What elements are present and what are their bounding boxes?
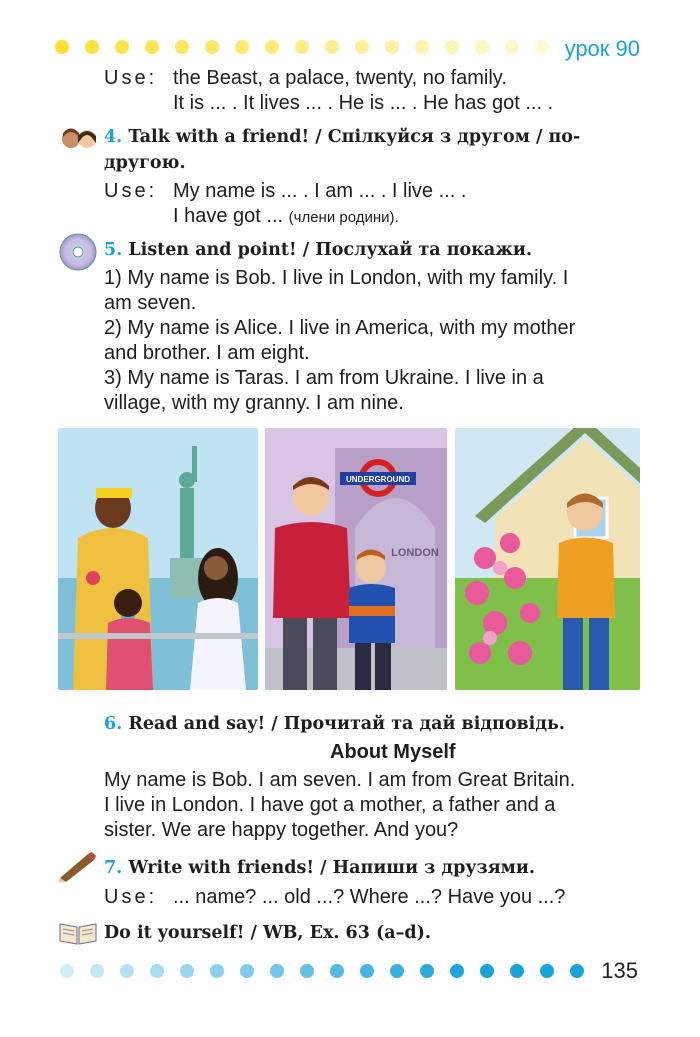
decorative-dot: [90, 964, 104, 978]
task-6-text: [104, 768, 664, 843]
underground-sign: UNDERGROUND: [346, 475, 410, 484]
task-5-text: [104, 266, 664, 416]
homework-text: Do it yourself! / WB, Ex. 63 (a–d).: [104, 923, 431, 943]
decorative-dot: [300, 964, 314, 978]
task-5-line: 3) My name is Taras. I am from Ukraine. I live in a: [104, 367, 544, 389]
decorative-dot: [55, 40, 69, 54]
decorative-dot: [145, 40, 159, 54]
decorative-dot: [150, 964, 164, 978]
task-4-use-line-1: My name is ... . I am ... . I live ... .: [173, 180, 467, 202]
decorative-dot: [390, 964, 404, 978]
decorative-dot: [175, 40, 189, 54]
task-6-line: sister. We are happy together. And you?: [104, 819, 459, 841]
decorative-dot: [210, 964, 224, 978]
use-line-1: the Beast, a palace, twenty, no family.: [173, 67, 507, 89]
task-6-title: 6. Read and say! / Прочитай та дай відповідь.: [104, 714, 565, 734]
decorative-dot: [445, 40, 459, 54]
decorative-dot: [450, 964, 464, 978]
decorative-dot: [325, 40, 339, 54]
page-number: 135: [601, 958, 638, 983]
decorative-dot: [240, 964, 254, 978]
lesson-number: урок 90: [564, 36, 640, 61]
decorative-dot: [510, 964, 524, 978]
workbook-icon: [58, 920, 98, 946]
task-7-use-text: ... name? ... old ...? Where ...? Have you ...?: [173, 886, 566, 908]
task-4-title-cont: другою.: [104, 153, 186, 173]
decorative-dot: [115, 40, 129, 54]
decorative-dot: [360, 964, 374, 978]
use-label: Use:: [104, 67, 158, 89]
text-heading: About Myself: [330, 741, 456, 763]
decorative-dot: [295, 40, 309, 54]
illustration-taras-ukraine: [455, 428, 640, 690]
decorative-dot: [270, 964, 284, 978]
london-sign: LONDON: [391, 547, 439, 559]
two-children-talking-icon: [60, 127, 100, 151]
decorative-dot: [235, 40, 249, 54]
decorative-dot: [475, 40, 489, 54]
decorative-dot: [120, 964, 134, 978]
decorative-dot: [415, 40, 429, 54]
task-4-title: 4. Talk with a friend! / Спілкуйся з другом / по-: [104, 127, 581, 147]
decorative-dot: [420, 964, 434, 978]
decorative-dot: [540, 964, 554, 978]
bottom-dots-decoration: [60, 964, 590, 980]
top-dots-decoration: [55, 40, 565, 56]
task-6-line: My name is Bob. I am seven. I am from Great Britain.: [104, 769, 576, 791]
task-5-line: and brother. I am eight.: [104, 342, 310, 364]
task-5-line: 1) My name is Bob. I live in London, with my family. I: [104, 267, 569, 289]
decorative-dot: [60, 964, 74, 978]
decorative-dot: [385, 40, 399, 54]
decorative-dot: [180, 964, 194, 978]
decorative-dot: [265, 40, 279, 54]
task-5-line: 2) My name is Alice. I live in America, with my mother: [104, 317, 576, 339]
pencil-icon: [56, 850, 98, 882]
decorative-dot: [570, 964, 584, 978]
task-5-line: am seven.: [104, 292, 197, 314]
decorative-dot: [505, 40, 519, 54]
decorative-dot: [480, 964, 494, 978]
decorative-dot: [355, 40, 369, 54]
illustration-bob-london: [265, 428, 447, 690]
task-4-use-line-2: I have got ... (члени родини).: [173, 205, 399, 227]
audio-cd-icon: [58, 232, 98, 272]
task-5-title: 5. Listen and point! / Послухай та покажи.: [104, 240, 532, 260]
decorative-dot: [85, 40, 99, 54]
task-5-line: village, with my granny. I am nine.: [104, 392, 404, 414]
task-6-line: I live in London. I have got a mother, a father and a: [104, 794, 556, 816]
task-4-use-label: Use:: [104, 180, 158, 202]
decorative-dot: [330, 964, 344, 978]
illustration-alice-america: [58, 428, 258, 690]
task-7-use-label: Use:: [104, 886, 158, 908]
decorative-dot: [205, 40, 219, 54]
task-7-title: 7. Write with friends! / Напиши з друзями.: [104, 858, 535, 878]
use-line-2: It is ... . It lives ... . He is ... . He has got ... .: [173, 92, 554, 114]
decorative-dot: [535, 40, 549, 54]
